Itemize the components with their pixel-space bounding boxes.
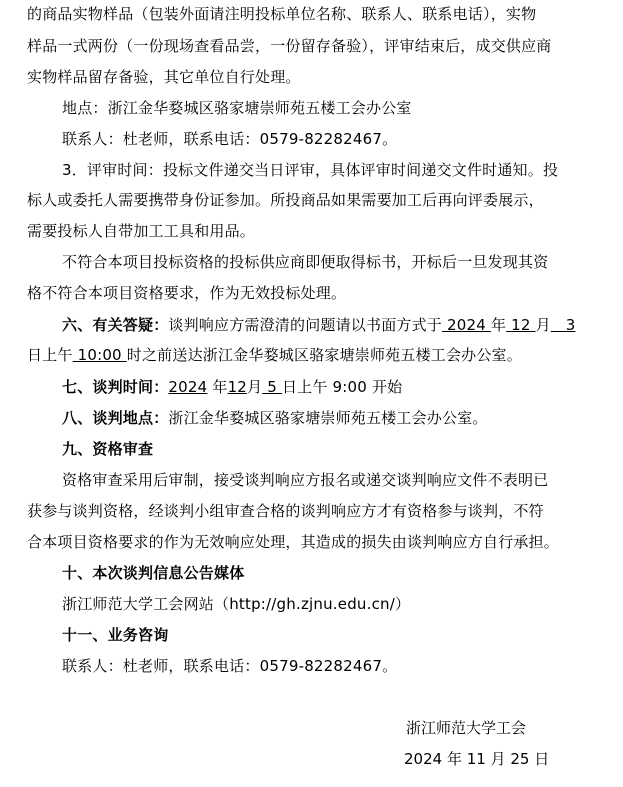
signature-date: 2024 年 11 月 25 日: [404, 750, 550, 768]
section-9-line-3: 合本项目资格要求的作为无效响应处理，其造成的损失由谈判响应方自行承担。: [27, 533, 560, 551]
section-6-month: 12: [511, 316, 531, 334]
section-7-line: [62, 377, 402, 397]
section-6-destination: 时之前送达浙江金华婺城区骆家塘崇师苑五楼工会办公室。: [126, 346, 522, 364]
intro-line-2: 样品一式两份（一份现场查看品尝，一份留存备验），评审结束后，成交供应商: [27, 37, 552, 55]
section-6-text: 谈判响应方需澄清的问题请以书面方式于: [168, 316, 443, 334]
section-8-heading: 八、谈判地点：: [62, 409, 169, 427]
section-11-text: 联系人：杜老师，联系电话：0579-82282467。: [62, 657, 398, 675]
section-10-text: 浙江师范大学工会网站（http://gh.zjnu.edu.cn/）: [62, 595, 411, 613]
section-7-rest: 日上午 9:00 开始: [281, 378, 403, 396]
section-11-heading: 十一、业务咨询: [62, 626, 169, 644]
disqualify-line-2: 格不符合本项目资格要求，作为无效投标处理。: [27, 284, 347, 302]
section-7-heading: 七、谈判时间：: [62, 378, 169, 396]
review-line-3: 需要投标人自带加工工具和用品。: [27, 222, 256, 240]
section-9-line-1: 资格审查采用后审制，接受谈判响应方报名或递交谈判响应文件不表明已: [62, 471, 549, 489]
intro-line-1: 的商品实物样品（包装外面请注明投标单位名称、联系人、联系电话），实物: [27, 5, 537, 23]
section-7-year-unit: 年: [212, 378, 228, 396]
intro-line-3: 实物样品留存备验，其它单位自行处理。: [27, 68, 301, 86]
section-9-line-2: 获参与谈判资格，经谈判小组审查合格的谈判响应方才有资格参与谈判，不符: [27, 502, 544, 520]
section-10-heading: 十、本次谈判信息公告媒体: [62, 564, 245, 582]
section-6-time: 10:00: [77, 346, 122, 364]
section-6-line-2: [27, 345, 522, 365]
section-7-month-unit: 月: [247, 378, 263, 396]
section-7-month: 12: [227, 378, 248, 396]
review-line-2: 标人或委托人需要携带身份证参加。所投商品如果需要加工后再向评委展示，: [27, 191, 544, 209]
disqualify-line-1: 不符合本项目投标资格的投标供应商即便取得标书，开标后一旦发现其资: [62, 253, 549, 271]
section-6-line-1: [62, 315, 575, 335]
signature-org: 浙江师范大学工会: [406, 719, 527, 737]
section-6-am: 日上午: [27, 346, 73, 364]
review-line-1: 3．评审时间：投标文件递交当日评审，具体评审时间递交文件时通知。投: [62, 161, 559, 179]
section-8-text: 浙江金华婺城区骆家塘崇师苑五楼工会办公室。: [168, 409, 488, 427]
sample-contact: 联系人：杜老师，联系电话：0579-82282467。: [62, 130, 398, 148]
section-7-year: 2024: [168, 378, 208, 396]
section-6-year-unit: 年: [490, 316, 507, 334]
section-6-year: 2024: [446, 316, 486, 334]
section-6-month-unit: 月: [535, 316, 551, 334]
sample-address: 地点：浙江金华婺城区骆家塘崇师苑五楼工会办公室: [62, 99, 412, 117]
section-8-line: [62, 408, 488, 428]
section-6-day: 3: [565, 316, 576, 334]
section-7-day: 5: [267, 378, 277, 396]
section-9-heading: 九、资格审查: [62, 440, 154, 458]
section-6-heading: 六、有关答疑：: [62, 316, 169, 334]
